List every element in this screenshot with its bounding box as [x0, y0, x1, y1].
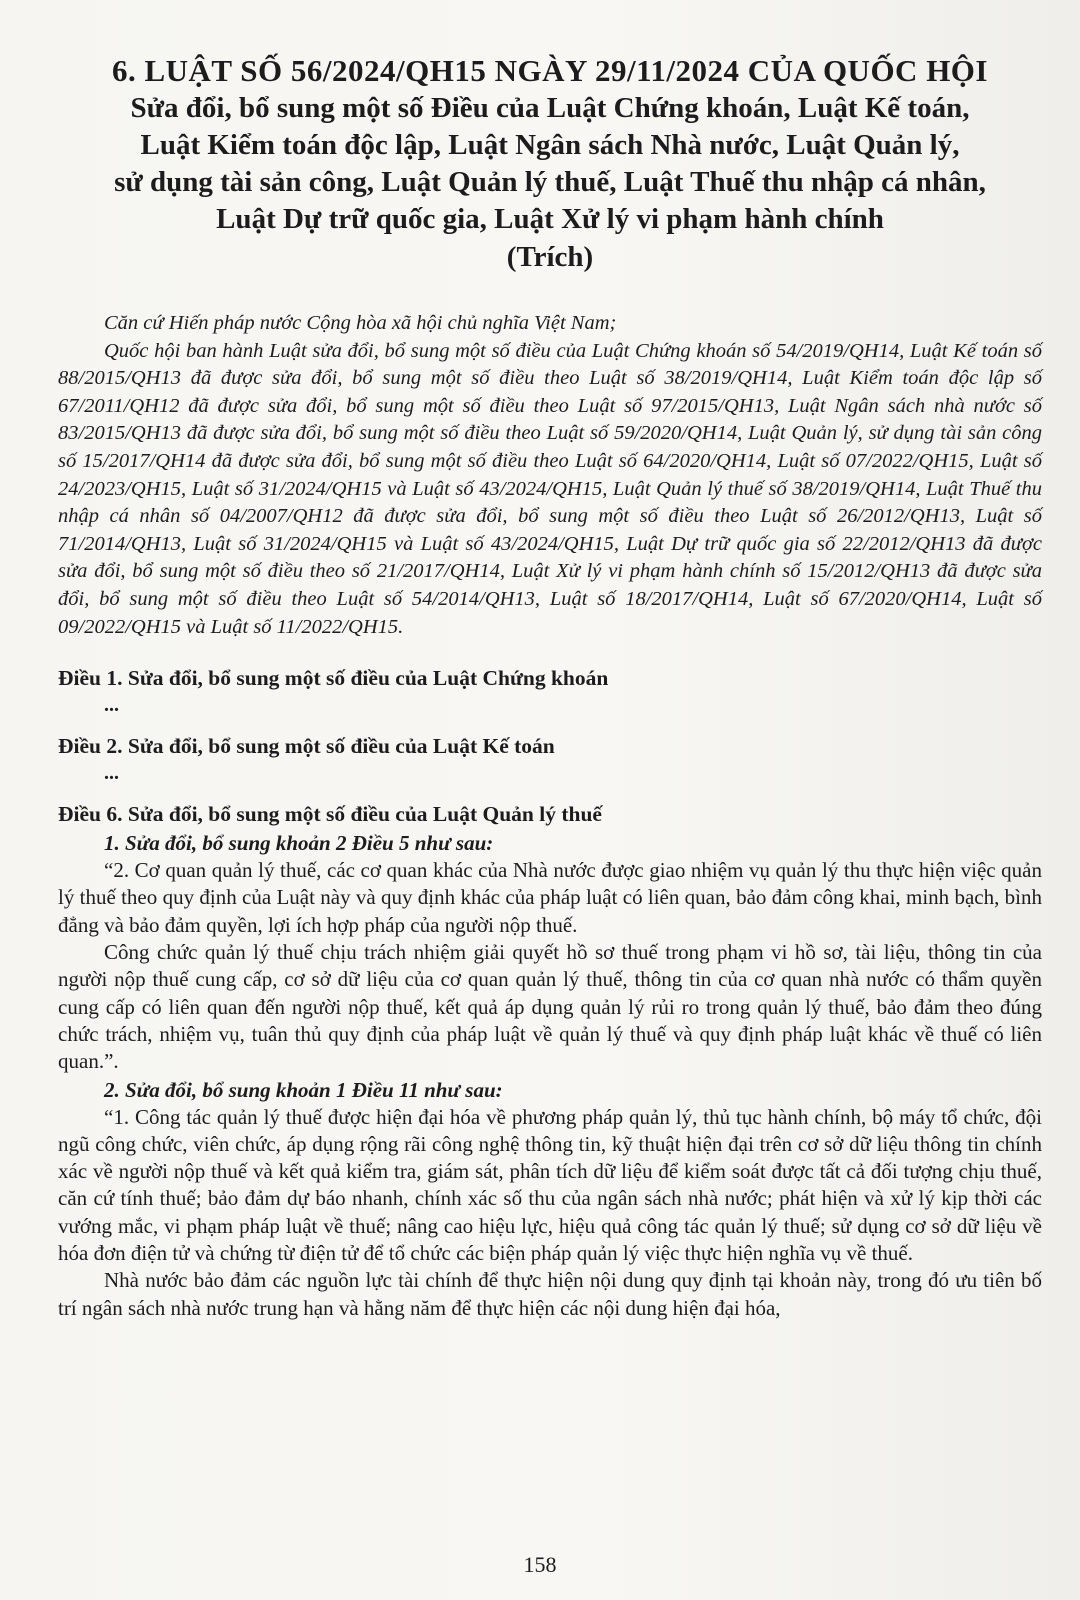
preamble-paragraph-2: Quốc hội ban hành Luật sửa đổi, bổ sung một số điều của Luật Chứng khoán số 54/2019/QH14, Luật Kế toán số 88/2015/QH13 đã được sửa đổi, bổ sung một số điều theo Luật số 38/2019/QH14, Luật Kiểm toán độc lập số 67/2011/QH12 đã được sửa đổi, bổ sung một số điều theo Luật số 97/2015/QH13, Luật Ngân sách nhà nước số 83/2015/QH13 đã được sửa đổi, bổ sung một số điều theo Luật số 59/2020/QH14, Luật Quản lý, sử dụng tài sản công số 15/2017/QH14 đã được sửa đổi, bổ sung một số điều theo Luật số 64/2020/QH14, Luật số 07/2022/QH15, Luật số 24/2023/QH15, Luật số 31/2024/QH15 và Luật số 43/2024/QH15, Luật Quản lý thuế số 38/2019/QH14, Luật Thuế thu nhập cá nhân số 04/2007/QH12 đã được sửa đổi, bổ sung một số điều theo Luật số 26/2012/QH13, Luật số 71/2014/QH13, Luật số 31/2024/QH15 và Luật số 43/2024/QH15, Luật Dự trữ quốc gia số 22/2012/QH13 đã được sửa đổi, bổ sung một số điều theo số 21/2017/QH14, Luật Xử lý vi phạm hành chính số 15/2012/QH13 đã được sửa đổi, bổ sung một số điều theo Luật số 54/2014/QH13, Luật số 18/2017/QH14, Luật số 67/2020/QH14, Luật số 09/2022/QH15 và Luật số 11/2022/QH15.: [58, 339, 1042, 638]
title-line-1: 6. LUẬT SỐ 56/2024/QH15 NGÀY 29/11/2024 CỦA QUỐC HỘI: [111, 53, 988, 88]
preamble: [58, 310, 1042, 641]
article-1-ellipsis: ...: [104, 694, 119, 717]
clause-1-paragraph-2: Công chức quản lý thuế chịu trách nhiệm giải quyết hồ sơ thuế trong phạm vi hồ sơ, tài liệu, thông tin của người nộp thuế cung cấp, cơ sở dữ liệu của cơ quan quản lý thuế, thông tin của cơ quan nhà nước có thẩm quyền cung cấp có liên quan đến người nộp thuế, kết quả áp dụng quản lý rủi ro trong quản lý thuế, bảo đảm theo đúng chức trách, nhiệm vụ, tuân thủ quy định của pháp luật về quản lý thuế và quy định pháp luật khác về thuế có liên quan.”.: [58, 940, 1042, 1074]
document-title: [58, 52, 1042, 276]
article-2-heading: Điều 2. Sửa đổi, bổ sung một số điều của Luật Kế toán: [58, 734, 555, 759]
page-number: 158: [523, 1552, 557, 1577]
title-line-5: Luật Dự trữ quốc gia, Luật Xử lý vi phạm hành chính: [216, 203, 884, 235]
clause-2-paragraph-1: “1. Công tác quản lý thuế được hiện đại hóa về phương pháp quản lý, thủ tục hành chính, bộ máy tổ chức, đội ngũ công chức, viên chức, áp dụng rộng rãi công nghệ thông tin, kỹ thuật hiện đại trên cơ sở dữ liệu thông tin chính xác về người nộp thuế và kết quả kiểm tra, giám sát, phân tích dữ liệu để kiểm soát được tất cả đối tượng chịu thuế, căn cứ tính thuế; bảo đảm dự báo nhanh, chính xác số thu của ngân sách nhà nước; phát hiện và xử lý kịp thời các vướng mắc, vi phạm pháp luật về thuế; nâng cao hiệu lực, hiệu quả công tác quản lý thuế; sử dụng cơ sở dữ liệu về hóa đơn điện tử và chứng từ điện tử để tổ chức các biện pháp quản lý việc thực hiện nghĩa vụ về thuế.: [58, 1104, 1042, 1265]
preamble-paragraph-1: Căn cứ Hiến pháp nước Cộng hòa xã hội chủ nghĩa Việt Nam;: [104, 312, 617, 334]
article-1-heading: Điều 1. Sửa đổi, bổ sung một số điều của Luật Chứng khoán: [58, 666, 609, 691]
clause-1-heading: 1. Sửa đổi, bổ sung khoản 2 Điều 5 như sau:: [104, 831, 494, 856]
article-2-ellipsis: ...: [104, 762, 119, 785]
clause-1-paragraph-1: “2. Cơ quan quản lý thuế, các cơ quan khác của Nhà nước được giao nhiệm vụ quản lý thu thực hiện việc quản lý thuế theo quy định của Luật này và quy định khác của pháp luật có liên quan, bảo đảm công khai, minh bạch, bình đẳng và bảo đảm quyền, lợi ích hợp pháp của người nộp thuế.: [58, 858, 1042, 937]
title-note: (Trích): [506, 241, 594, 273]
article-6-heading: Điều 6. Sửa đổi, bổ sung một số điều của Luật Quản lý thuế: [58, 802, 602, 827]
title-line-3: Luật Kiểm toán độc lập, Luật Ngân sách Nhà nước, Luật Quản lý,: [140, 129, 960, 161]
clause-2-paragraph-2: Nhà nước bảo đảm các nguồn lực tài chính để thực hiện nội dung quy định tại khoản này, trong đó ưu tiên bố trí ngân sách nhà nước trung hạn và hằng năm để thực hiện các nội dung hiện đại hóa,: [58, 1268, 1042, 1320]
title-line-4: sử dụng tài sản công, Luật Quản lý thuế, Luật Thuế thu nhập cá nhân,: [114, 166, 986, 198]
clause-2-heading: 2. Sửa đổi, bổ sung khoản 1 Điều 11 như sau:: [104, 1077, 503, 1102]
title-line-2: Sửa đổi, bổ sung một số Điều của Luật Chứng khoán, Luật Kế toán,: [130, 92, 970, 124]
